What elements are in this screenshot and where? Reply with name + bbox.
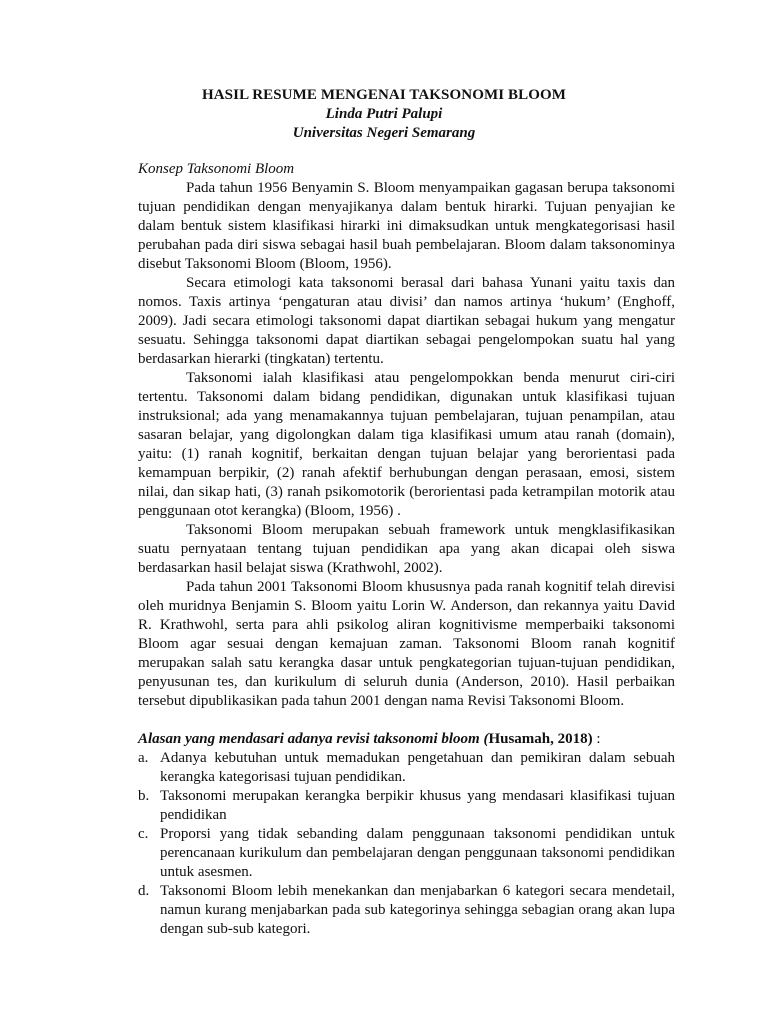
- document-body: [138, 160, 675, 939]
- section-heading-konsep: Konsep Taksonomi Bloom: [138, 161, 295, 177]
- list-item-text: Taksonomi merupakan kerangka berpikir khusus yang mendasari klasifikasi tujuan pendidikan: [160, 788, 675, 823]
- paragraph-1: Pada tahun 1956 Benyamin S. Bloom menyampaikan gagasan berupa taksonomi tujuan pendidikan dengan menyajikanya dalam bentuk hirarki. Tujuan penyajian ke dalam bentuk sistem klasifikasi hirarki ini dimaksudkan untuk mengkategorisasi hasil perubahan pada diri siswa sebagai hasil buah pembelajaran. Bloom dalam taksonominya disebut Taksonomi Bloom (Bloom, 1956).: [138, 180, 675, 272]
- section-heading-colon: :: [592, 731, 601, 747]
- paragraph-5: Pada tahun 2001 Taksonomi Bloom khususnya pada ranah kognitif telah direvisi oleh muridnya Benjamin S. Bloom yaitu Lorin W. Anderson, dan rekannya yaitu David R. Krathwohl, serta para ahli psikolog aliran kognitivisme memperbaiki taksonomi Bloom agar sesuai dengan kemajuan zaman. Taksonomi Bloom ranah kognitif merupakan salah satu kerangka dasar untuk pengkategorian tujuan-tujuan pendidikan, penyusunan tes, dan kurikulum di seluruh dunia (Anderson, 2010). Hasil perbaikan tersebut dipublikasikan pada tahun 2001 dengan nama Revisi Taksonomi Bloom.: [138, 579, 675, 709]
- list-marker: c.: [138, 826, 149, 842]
- list-item: [138, 787, 675, 825]
- list-item-text: Taksonomi Bloom lebih menekankan dan menjabarkan 6 kategori secara mendetail, namun kurang menjabarkan pada sub kategorinya sehingga sebagian orang akan lupa dengan sub-sub kategori.: [160, 883, 675, 937]
- list-marker: d.: [138, 883, 150, 899]
- list-item-text: Proporsi yang tidak sebanding dalam penggunaan taksonomi pendidikan untuk perencanaan kurikulum dan pembelajaran dengan penggunaan taksonomi pendidikan untuk asesmen.: [160, 826, 675, 880]
- list-item: [138, 882, 675, 939]
- paragraph-4: Taksonomi Bloom merupakan sebuah framework untuk mengklasifikasikan suatu pernyataan tentang tujuan pendidikan apa yang akan dicapai oleh siswa berdasarkan hasil belajat siswa (Krathwohl, 2002).: [138, 522, 675, 576]
- section-heading-alasan: [138, 730, 675, 749]
- section-heading-alasan-text: Alasan yang mendasari adanya revisi taksonomi bloom (: [138, 731, 489, 747]
- list-item: [138, 749, 675, 787]
- reasons-list: [138, 749, 675, 939]
- section-heading-citation: Husamah, 2018): [488, 731, 593, 747]
- document-header: [0, 86, 768, 143]
- list-item: [138, 825, 675, 882]
- document-title: HASIL RESUME MENGENAI TAKSONOMI BLOOM: [201, 87, 567, 103]
- list-item-text: Adanya kebutuhan untuk memadukan pengetahuan dan pemikiran dalam sebuah kerangka kategorisasi tujuan pendidikan.: [160, 750, 675, 785]
- list-marker: a.: [138, 750, 149, 766]
- list-marker: b.: [138, 788, 150, 804]
- paragraph-3: Taksonomi ialah klasifikasi atau pengelompokkan benda menurut ciri-ciri tertentu. Taksonomi dalam bidang pendidikan, digunakan untuk klasifikasi tujuan instruksional; ada yang menamakannya tujuan pembelajaran, tujuan penampilan, atau sasaran belajar, yang digolongkan dalam tiga klasifikasi umum atau ranah (domain), yaitu: (1) ranah kognitif, berkaitan dengan tujuan belajar yang berorientasi pada kemampuan berpikir, (2) ranah afektif berhubungan dengan perasaan, emosi, sistem nilai, dan sikap hati, (3) ranah psikomotorik (berorientasi pada ketrampilan motorik atau penggunaan otot kerangka) (Bloom, 1956) .: [138, 370, 675, 519]
- university-name: Universitas Negeri Semarang: [292, 125, 476, 141]
- paragraph-2: Secara etimologi kata taksonomi berasal dari bahasa Yunani yaitu taxis dan nomos. Taxis artinya ‘pengaturan atau divisi’ dan namos artinya ‘hukum’ (Enghoff, 2009). Jadi secara etimologi taksonomi dapat diartikan sebagai hukum yang mengatur sesuatu. Sehingga taksonomi dapat diartikan sebagai pengelompokan suatu hal yang berdasarkan hierarki (tingkatan) tertentu.: [138, 275, 675, 367]
- author-name: Linda Putri Palupi: [325, 106, 443, 122]
